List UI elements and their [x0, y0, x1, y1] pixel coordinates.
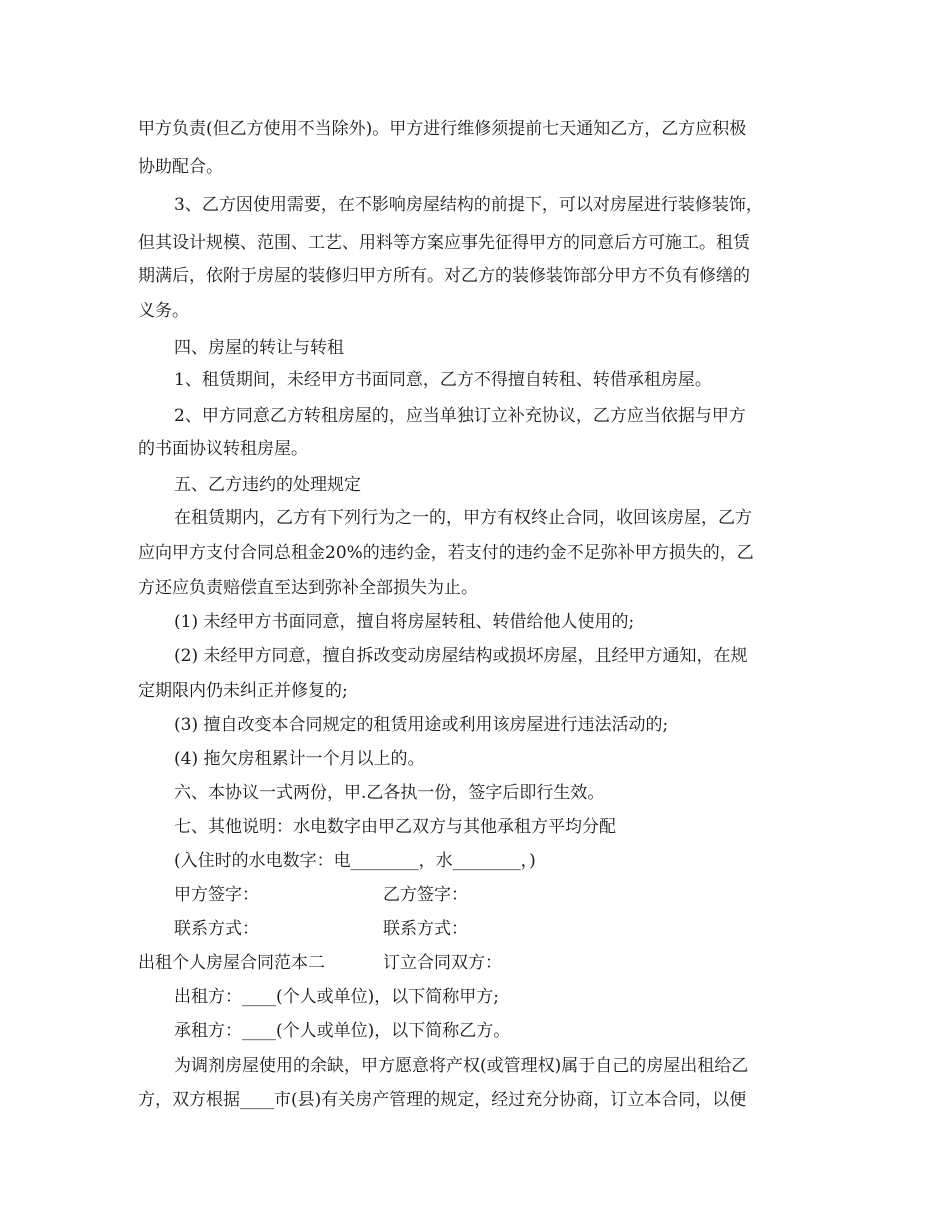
text-line: 六、本协议一式两份，甲.乙各执一份，签字后即行生效。 — [174, 783, 605, 803]
list-item: (2) 未经甲方同意，擅自拆改变动房屋结构或损坏房屋，且经甲方通知，在规 — [174, 646, 748, 666]
text-line: 3、乙方因使用需要，在不影响房屋结构的前提下，可以对房屋进行装修装饰， — [174, 195, 763, 215]
text-line: 出租方：____(个人或单位)，以下简称甲方; — [174, 987, 499, 1007]
text-line: 承租方：____(个人或单位)，以下简称乙方。 — [174, 1021, 511, 1041]
party-a-contact-label: 联系方式： — [174, 919, 259, 939]
text-line: 协助配合。 — [138, 157, 223, 177]
contract-title: 出租个人房屋合同范本二 — [138, 953, 325, 973]
text-line: 期满后，依附于房屋的装修归甲方所有。对乙方的装修装饰部分甲方不负有修缮的 — [138, 266, 750, 286]
text-line: 2、甲方同意乙方转租房屋的，应当单独订立补充协议，乙方应当依据与甲方 — [174, 406, 746, 426]
text-line: 的书面协议转租房屋。 — [138, 439, 308, 459]
text-line: 但其设计规模、范围、工艺、用料等方案应事先征得甲方的同意后方可施工。租赁 — [138, 233, 750, 253]
party-b-contact-label: 联系方式： — [383, 919, 468, 939]
section-heading: 四、房屋的转让与转租 — [174, 338, 344, 358]
contract-parties-heading: 订立合同双方： — [383, 953, 502, 973]
text-line: (入住时的水电数字：电________，水________，) — [174, 851, 536, 871]
party-a-signature-label: 甲方签字： — [174, 885, 259, 905]
party-b-signature-label: 乙方签字： — [383, 885, 468, 905]
text-line: 义务。 — [138, 301, 189, 321]
text-line: 定期限内仍未纠正并修复的; — [138, 681, 348, 701]
text-line: 甲方负责(但乙方使用不当除外)。甲方进行维修须提前七天通知乙方，乙方应积极 — [138, 119, 747, 139]
text-line: 方还应负责赔偿直至达到弥补全部损失为止。 — [138, 578, 478, 598]
list-item: (4) 拖欠房租累计一个月以上的。 — [174, 749, 425, 769]
text-line: 1、租赁期间，未经甲方书面同意，乙方不得擅自转租、转借承租房屋。 — [174, 370, 712, 390]
list-item: (1) 未经甲方书面同意，擅自将房屋转租、转借给他人使用的; — [174, 612, 635, 632]
text-line: 方，双方根据____市(县)有关房产管理的规定，经过充分协商，订立本合同，以便 — [138, 1090, 747, 1110]
list-item: (3) 擅自改变本合同规定的租赁用途或利用该房屋进行违法活动的; — [174, 715, 669, 735]
text-line: 应向甲方支付合同总租金20%的违约金，若支付的违约金不足弥补甲方损失的，乙 — [138, 543, 754, 563]
section-heading: 五、乙方违约的处理规定 — [174, 475, 361, 495]
text-line: 七、其他说明：水电数字由甲乙双方与其他承租方平均分配 — [174, 817, 616, 837]
text-line: 在租赁期内，乙方有下列行为之一的，甲方有权终止合同，收回该房屋，乙方 — [174, 508, 752, 528]
text-line: 为调剂房屋使用的余缺，甲方愿意将产权(或管理权)属于自己的房屋出租给乙 — [174, 1056, 749, 1076]
